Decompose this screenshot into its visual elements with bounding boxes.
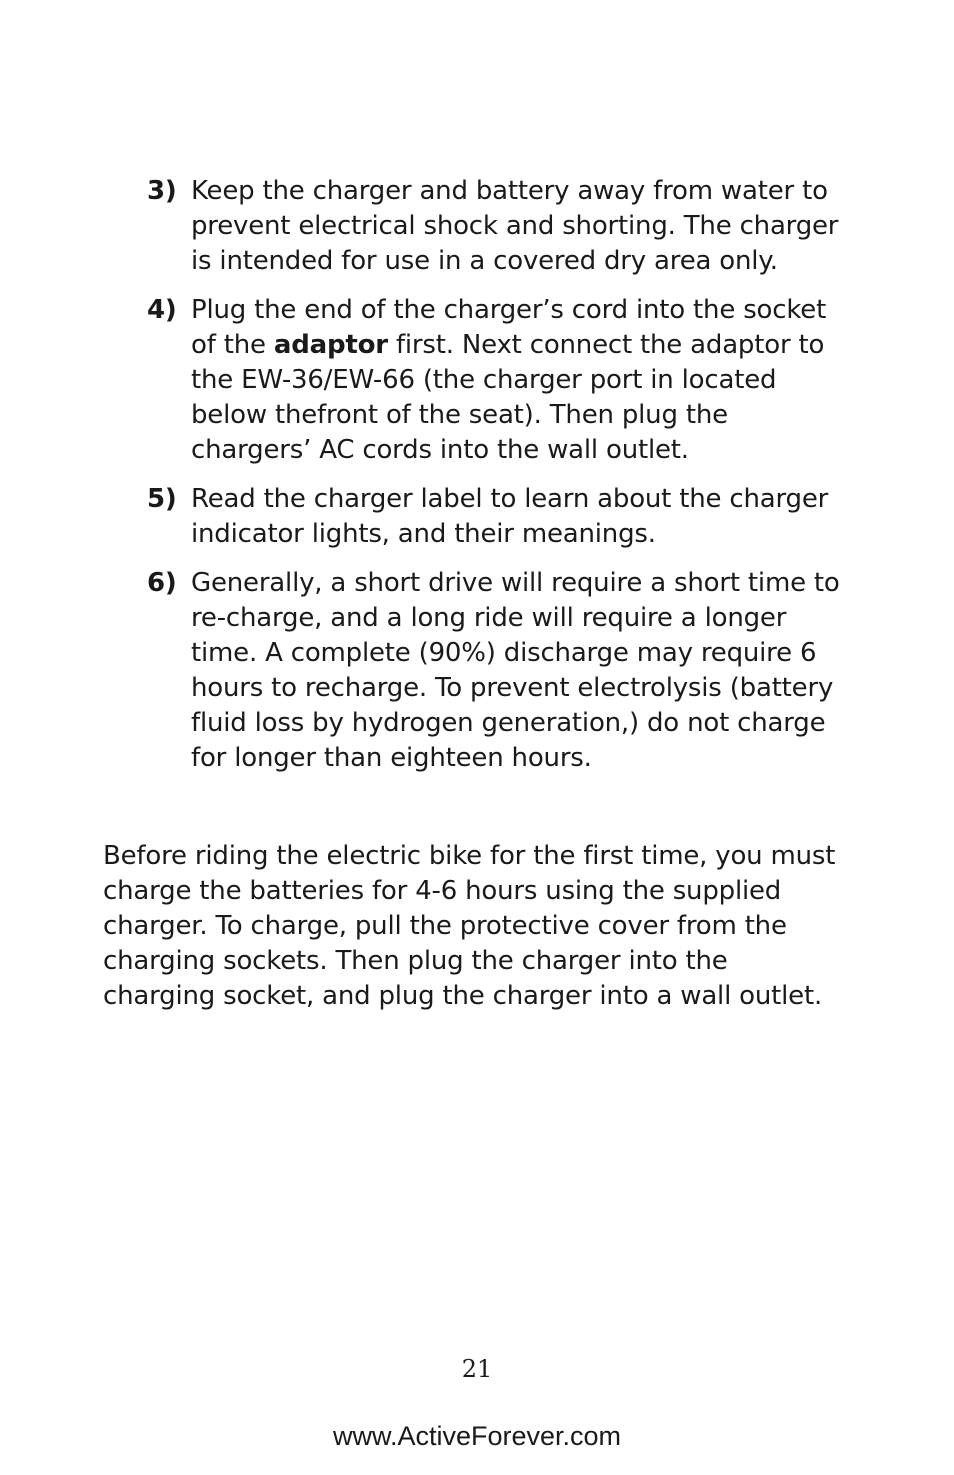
item-text-before: Plug the end of the charger’s cord into the socket of the	[191, 295, 827, 360]
footer-url: www.ActiveForever.com	[332, 1421, 622, 1451]
item-number: 5)	[147, 484, 177, 514]
list-item	[147, 293, 847, 468]
item-number: 3)	[147, 176, 177, 206]
item-text: Generally, a short drive will require a short time to re-charge, and a long ride will require a longer time. A complete (90%) discharge may require 6 hours to recharge. To prevent electrolysis (battery fluid loss by hydrogen generation,) do not charge for longer than eighteen hours.	[191, 568, 840, 773]
page-number: 21	[461, 1355, 493, 1383]
charging-paragraph: Before riding the electric bike for the first time, you must charge the batteries for 4-6 hours using the supplied charger. To charge, pull the protective cover from the charging sockets. Then plug the charger into the charging socket, and plug the charger into a wall outlet.	[103, 841, 836, 1011]
item-text: Keep the charger and battery away from water to prevent electrical shock and shorting. The charger is intended for use in a covered dry area only.	[191, 176, 839, 276]
item-number: 4)	[147, 295, 177, 325]
list-item	[147, 174, 847, 279]
item-bold-term: adaptor	[273, 330, 388, 360]
item-text	[191, 293, 847, 468]
item-number: 6)	[147, 568, 177, 598]
item-text-after: first. Next connect the adaptor to the EW-36/EW-66 (the charger port in located below thefront of the seat). Then plug the chargers’ AC cords into the wall outlet.	[191, 330, 825, 465]
item-text: Read the charger label to learn about the charger indicator lights, and their meanings.	[191, 484, 829, 549]
instruction-list	[147, 174, 847, 790]
list-item	[147, 482, 847, 552]
list-item	[147, 566, 847, 776]
